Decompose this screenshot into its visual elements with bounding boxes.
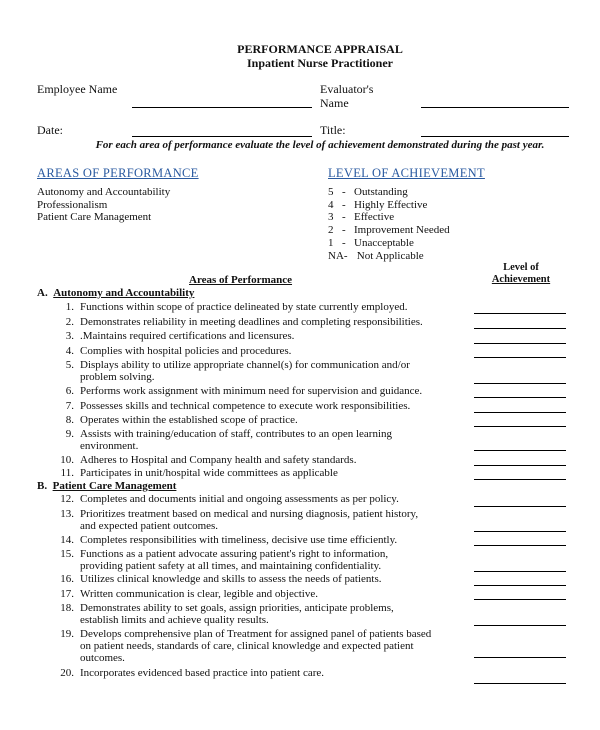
rating-field[interactable] <box>474 343 566 344</box>
page-title: PERFORMANCE APPRAISAL <box>237 42 403 56</box>
area-item: Professionalism <box>37 198 108 211</box>
level-item: 3 - Effective <box>328 211 395 224</box>
rating-field[interactable] <box>474 625 566 626</box>
employee-name-field[interactable] <box>132 107 312 108</box>
rating-field[interactable] <box>474 357 566 358</box>
level-item: 1 - Unacceptable <box>328 236 414 249</box>
evaluator-label-line1: Evaluator's <box>320 82 374 96</box>
rating-field[interactable] <box>474 506 566 507</box>
title-label: Title: <box>320 123 346 137</box>
rating-field[interactable] <box>474 465 566 466</box>
rating-field[interactable] <box>474 479 566 480</box>
level-item: 5 - Outstanding <box>328 186 408 198</box>
rating-field[interactable] <box>474 571 566 572</box>
areas-heading: AREAS OF PERFORMANCE <box>37 166 199 180</box>
rating-field[interactable] <box>474 450 566 451</box>
evaluator-name-label <box>320 82 373 110</box>
rating-field[interactable] <box>474 599 566 600</box>
areas-list <box>37 186 170 224</box>
levels-list <box>328 186 450 262</box>
evaluator-name-field[interactable] <box>421 107 569 108</box>
level-col-line1: Level of <box>503 262 539 273</box>
rating-field[interactable] <box>474 412 566 413</box>
section-b-header: B. Patient Care Management <box>37 480 177 492</box>
rating-field[interactable] <box>474 683 566 684</box>
evaluator-label-line2: Name <box>320 96 349 110</box>
level-column-header <box>480 262 562 286</box>
date-label: Date: <box>37 123 63 137</box>
level-col-line2: Achievement <box>491 274 551 285</box>
rating-field[interactable] <box>474 545 566 546</box>
rating-field[interactable] <box>474 585 566 586</box>
areas-column-header: Areas of Performance <box>189 274 293 286</box>
area-item: Autonomy and Accountability <box>37 186 171 198</box>
title-field[interactable] <box>421 136 569 137</box>
page-subtitle: Inpatient Nurse Practitioner <box>247 56 393 70</box>
employee-name-label: Employee Name <box>37 82 118 96</box>
rating-field[interactable] <box>474 657 566 658</box>
rating-field[interactable] <box>474 313 566 314</box>
level-item: 2 - Improvement Needed <box>328 224 450 237</box>
rating-field[interactable] <box>474 383 566 384</box>
level-item: 4 - Highly Effective <box>328 198 428 211</box>
level-heading: LEVEL OF ACHIEVEMENT <box>328 166 485 180</box>
level-item: NA- Not Applicable <box>328 249 424 262</box>
rating-field[interactable] <box>474 397 566 398</box>
instruction-text: For each area of performance evaluate the level of achievement demonstrated during the past year. <box>95 139 545 151</box>
rating-field[interactable] <box>474 531 566 532</box>
area-item: Patient Care Management <box>37 211 152 224</box>
rating-field[interactable] <box>474 426 566 427</box>
rating-field[interactable] <box>474 328 566 329</box>
section-a-header: A. Autonomy and Accountability <box>37 287 195 299</box>
date-field[interactable] <box>132 136 312 137</box>
